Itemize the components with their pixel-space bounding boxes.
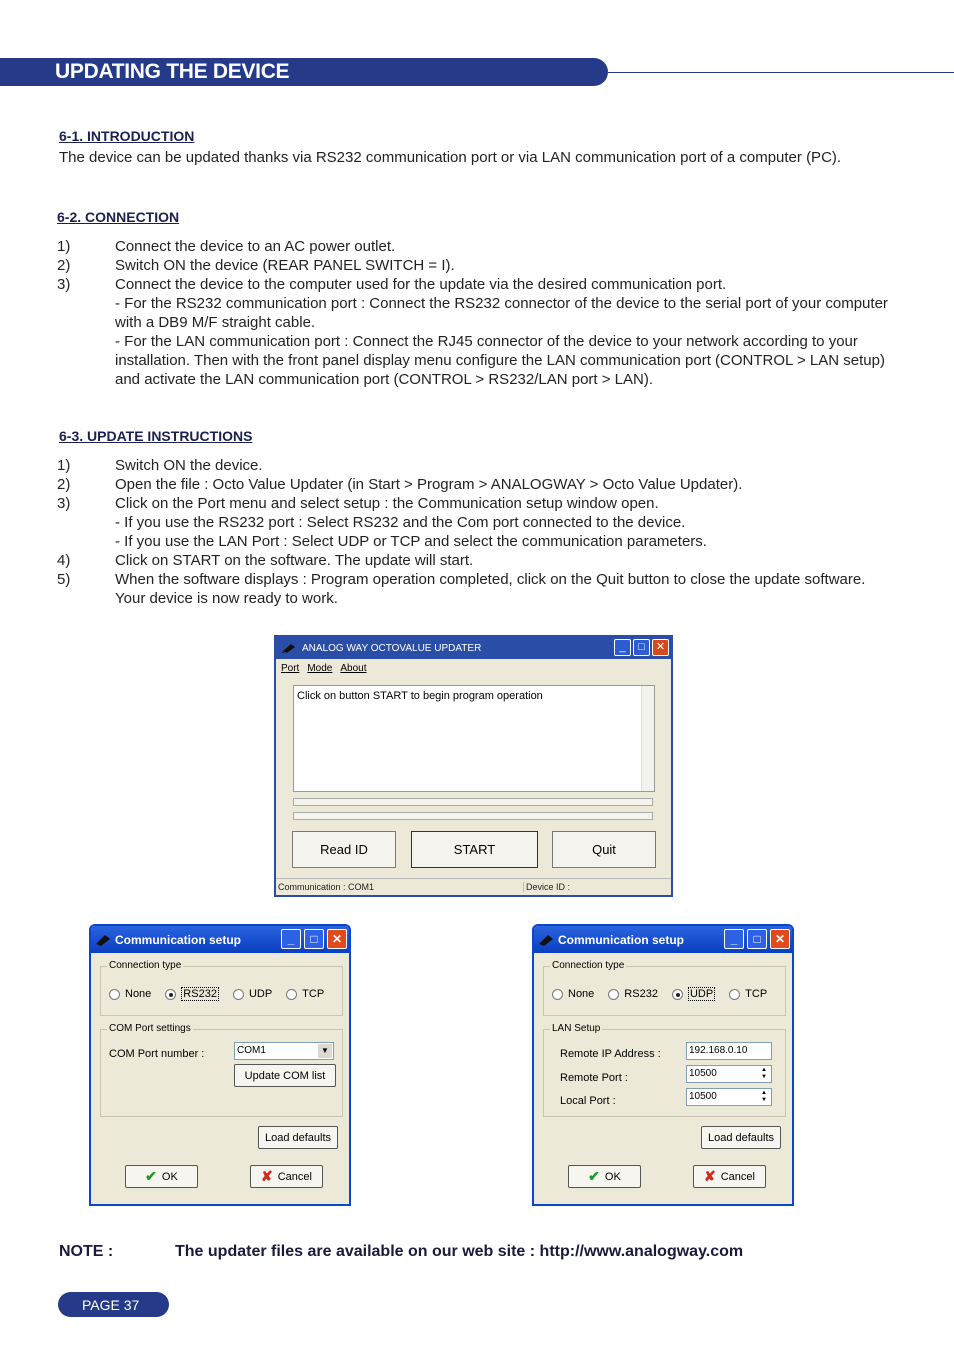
- chevron-down-icon[interactable]: ▼: [318, 1044, 332, 1058]
- radio-rs232[interactable]: [165, 987, 219, 1001]
- item-text: Switch ON the device.: [115, 457, 263, 474]
- updater-titlebar: [276, 637, 671, 659]
- radio-tcp[interactable]: [286, 987, 324, 1001]
- ok-button[interactable]: [125, 1165, 198, 1188]
- item-number: 4): [57, 552, 71, 569]
- radio-button[interactable]: [109, 989, 120, 1000]
- load-defaults-button[interactable]: Load defaults: [701, 1126, 781, 1149]
- com-port-label: COM Port number :: [109, 1048, 205, 1060]
- remote-port-label: Remote Port :: [560, 1072, 628, 1084]
- group-label: COM Port settings: [109, 1023, 191, 1034]
- header-rule: [608, 72, 954, 73]
- comm-title: Communication setup: [115, 932, 242, 947]
- connection-type-group: [543, 960, 786, 1016]
- radio-rs232[interactable]: [608, 987, 658, 1001]
- status-comm: Communication : COM1: [276, 882, 524, 892]
- radio-button[interactable]: [165, 989, 176, 1000]
- connection-list: [57, 237, 897, 389]
- item-number: 3): [57, 495, 71, 512]
- start-button[interactable]: START: [411, 831, 538, 868]
- section-title-connection: 6-2. CONNECTION: [57, 209, 180, 225]
- sub-item-rs232: - For the RS232 communication port : Connect the RS232 connector of the device to the serial port of your computer with a DB9 M/F straight cable.: [115, 295, 888, 331]
- local-port-label: Local Port :: [560, 1095, 616, 1107]
- radio-none[interactable]: [109, 987, 151, 1001]
- item-text: Open the file : Octo Value Updater (in Start > Program > ANALOGWAY > Octo Value Updater).: [115, 476, 743, 493]
- radio-udp[interactable]: [233, 987, 272, 1001]
- minimize-button[interactable]: _: [281, 929, 301, 949]
- maximize-button[interactable]: □: [633, 639, 650, 656]
- section-title-introduction: 6-1. INTRODUCTION: [59, 128, 195, 144]
- list-item: [57, 456, 897, 475]
- vertical-scrollbar[interactable]: [641, 686, 654, 791]
- status-bar: [276, 878, 671, 895]
- radio-label: TCP: [745, 988, 768, 1000]
- status-device-id: Device ID :: [526, 882, 571, 892]
- menu-port[interactable]: Port: [281, 662, 300, 674]
- comm-setup-udp-window: [532, 924, 794, 1206]
- progress-bar-1: [293, 798, 653, 806]
- updater-window: [274, 635, 673, 897]
- check-icon: ✔: [145, 1168, 157, 1184]
- quit-button[interactable]: Quit: [552, 831, 656, 868]
- item-number: 2): [57, 257, 71, 274]
- close-button[interactable]: ✕: [652, 639, 669, 656]
- item-number: 1): [57, 457, 71, 474]
- item-text: Click on the Port menu and select setup : the Communication setup window open.: [115, 495, 659, 512]
- cancel-label: Cancel: [720, 1170, 755, 1183]
- radio-button[interactable]: [552, 989, 563, 1000]
- remote-ip-value: 192.168.0.10: [689, 1045, 748, 1056]
- item-text: Connect the device to an AC power outlet.: [115, 238, 396, 255]
- maximize-button[interactable]: □: [747, 929, 767, 949]
- group-label: LAN Setup: [552, 1023, 601, 1034]
- radio-tcp[interactable]: [729, 987, 767, 1001]
- local-port-stepper[interactable]: [686, 1088, 772, 1106]
- radio-label: None: [125, 988, 152, 1000]
- item-number: 5): [57, 571, 71, 588]
- minimize-button[interactable]: _: [614, 639, 631, 656]
- radio-button[interactable]: [233, 989, 244, 1000]
- x-icon: ✘: [261, 1168, 273, 1184]
- updater-title: ANALOG WAY OCTOVALUE UPDATER: [302, 642, 482, 654]
- com-port-value: COM1: [237, 1045, 266, 1056]
- update-com-list-button[interactable]: Update COM list: [234, 1064, 336, 1087]
- progress-bar-2: [293, 812, 653, 820]
- item-number: 3): [57, 276, 71, 293]
- plug-icon: [282, 643, 296, 653]
- minimize-button[interactable]: _: [724, 929, 744, 949]
- close-button[interactable]: ✕: [770, 929, 790, 949]
- radio-label: UDP: [248, 988, 273, 1000]
- radio-button[interactable]: [672, 989, 683, 1000]
- ok-label: OK: [161, 1170, 178, 1183]
- radio-none[interactable]: [552, 987, 594, 1001]
- check-icon: ✔: [588, 1168, 600, 1184]
- load-defaults-button[interactable]: Load defaults: [258, 1126, 338, 1149]
- connection-type-group: [100, 960, 343, 1016]
- menu-bar: [276, 659, 671, 677]
- page-number: PAGE 37: [58, 1292, 169, 1317]
- spinner-icon[interactable]: ▲ ▼: [761, 1090, 767, 1103]
- remote-port-stepper[interactable]: [686, 1065, 772, 1083]
- sub-item-lan: - If you use the LAN Port : Select UDP or TCP and select the communication parameters.: [115, 533, 707, 550]
- radio-button[interactable]: [286, 989, 297, 1000]
- menu-about[interactable]: About: [340, 662, 367, 674]
- list-item: [57, 256, 897, 275]
- note-label: NOTE :: [59, 1243, 114, 1260]
- comm-title: Communication setup: [558, 932, 685, 947]
- sub-item-lan: - For the LAN communication port : Connect the RJ45 connector of the device to your network according to your installation. Then with the front panel display menu configure the LAN communication port (CONTROL > LAN setup) and activate the LAN communication port (CONTROL > RS232/LAN port > LAN).: [115, 333, 885, 388]
- local-port-value: 10500: [689, 1091, 717, 1102]
- note-text: The updater files are available on our web site : http://www.analogway.com: [175, 1243, 744, 1260]
- radio-label: RS232: [183, 988, 217, 1000]
- cancel-label: Cancel: [277, 1170, 312, 1183]
- cancel-button[interactable]: [250, 1165, 323, 1188]
- comm-titlebar: [91, 926, 349, 953]
- com-port-select[interactable]: [234, 1042, 334, 1060]
- radio-label: TCP: [302, 988, 325, 1000]
- plug-icon: [538, 934, 554, 946]
- ok-label: OK: [604, 1170, 621, 1183]
- close-button[interactable]: ✕: [327, 929, 347, 949]
- message-area[interactable]: [293, 685, 655, 792]
- item-number: 2): [57, 476, 71, 493]
- comm-setup-rs232-window: [89, 924, 351, 1206]
- message-text: Click on button START to begin program operation: [297, 690, 543, 702]
- list-item: [57, 570, 897, 608]
- group-label: Connection type: [552, 960, 625, 971]
- list-item: [57, 494, 897, 513]
- section-title-update: 6-3. UPDATE INSTRUCTIONS: [59, 428, 253, 444]
- page-title: UPDATING THE DEVICE: [55, 60, 290, 83]
- ok-button[interactable]: [568, 1165, 641, 1188]
- remote-ip-label: Remote IP Address :: [560, 1048, 661, 1060]
- comm-titlebar: [534, 926, 792, 953]
- radio-button[interactable]: [729, 989, 740, 1000]
- radio-label: None: [568, 988, 595, 1000]
- menu-mode[interactable]: Mode: [307, 662, 333, 674]
- item-text: When the software displays : Program operation completed, click on the Quit button to close the update software. Your device is now ready to work.: [115, 571, 866, 607]
- item-number: 1): [57, 238, 71, 255]
- group-label: Connection type: [109, 960, 182, 971]
- lan-setup-group: [543, 1023, 786, 1117]
- radio-label: RS232: [624, 988, 658, 1000]
- radio-udp[interactable]: [672, 987, 715, 1001]
- x-icon: ✘: [704, 1168, 716, 1184]
- list-item: [57, 475, 897, 494]
- list-item: [57, 237, 897, 256]
- item-text: Connect the device to the computer used for the update via the desired communication port.: [115, 276, 727, 293]
- remote-port-value: 10500: [689, 1068, 717, 1079]
- intro-text: The device can be updated thanks via RS232 communication port or via LAN communication port of a computer (PC).: [59, 149, 842, 166]
- maximize-button[interactable]: □: [304, 929, 324, 949]
- list-item: [57, 551, 897, 570]
- cancel-button[interactable]: [693, 1165, 766, 1188]
- item-text: Click on START on the software. The update will start.: [115, 552, 474, 569]
- list-item: [57, 275, 897, 294]
- radio-button[interactable]: [608, 989, 619, 1000]
- update-list: [57, 456, 897, 608]
- radio-label: UDP: [689, 988, 714, 1000]
- spinner-icon[interactable]: ▲ ▼: [761, 1067, 767, 1080]
- sub-item-rs232: - If you use the RS232 port : Select RS232 and the Com port connected to the device.: [115, 514, 686, 531]
- item-text: Switch ON the device (REAR PANEL SWITCH = I).: [115, 257, 455, 274]
- plug-icon: [95, 934, 111, 946]
- com-port-settings-group: [100, 1023, 343, 1117]
- read-id-button[interactable]: Read ID: [292, 831, 396, 868]
- remote-ip-input[interactable]: [686, 1042, 772, 1060]
